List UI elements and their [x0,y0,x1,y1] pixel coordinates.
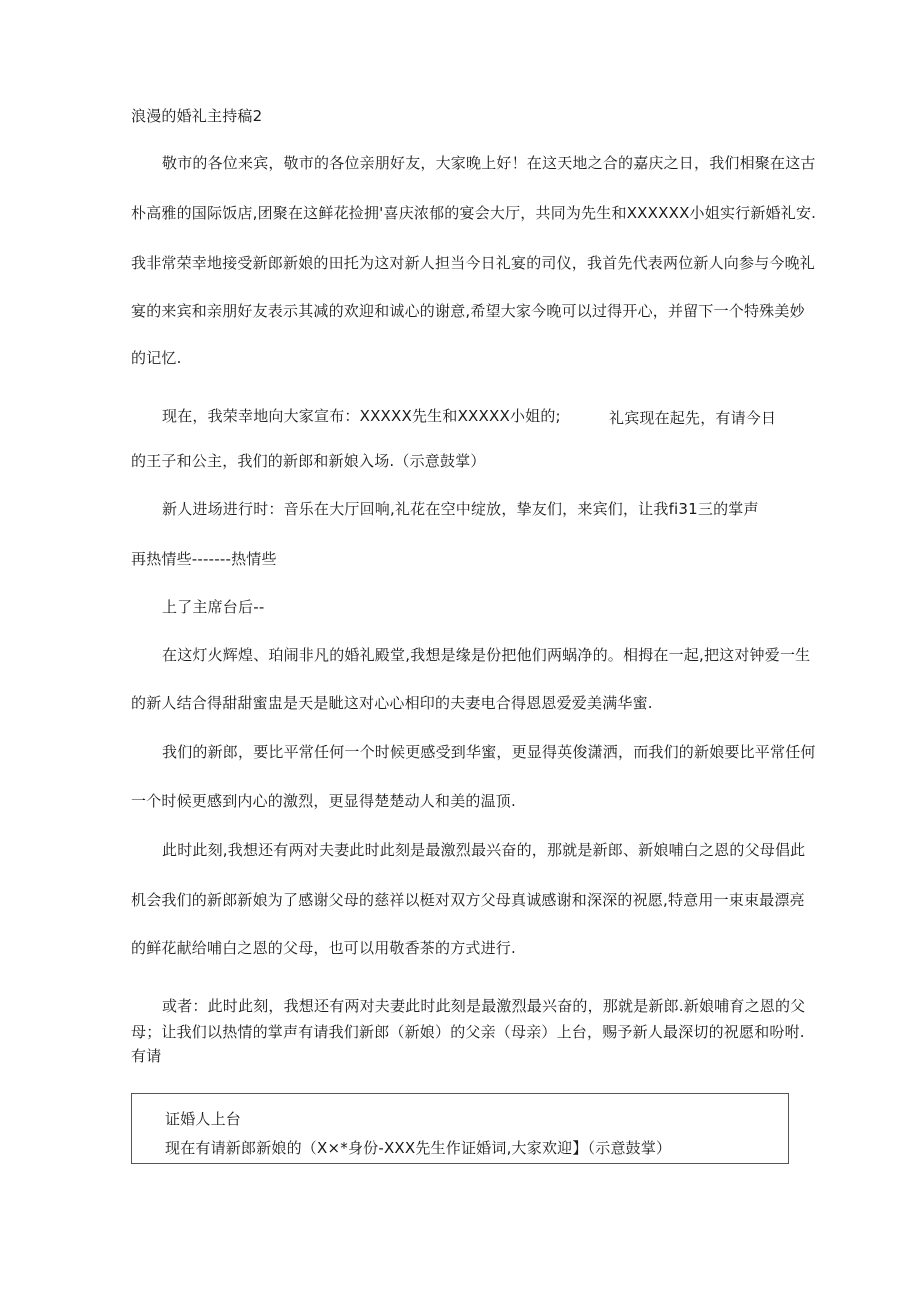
document-title: 浪漫的婚礼主持稿2 [131,107,263,125]
text-line: 此时此刻,我想还有两对夫妻此时此刻是最激烈最兴奋的，那就是新郎、新娘哺白之恩的父母倡此 [162,841,806,859]
text-line: 现在，我荣幸地向大家宣布：XXXXX先生和XXXXX小姐的; [162,407,561,425]
text-line: 现在有请新郎新娘的（X×*身份-XXX先生作证婚词,大家欢迎】（示意鼓掌） [165,1139,672,1157]
text-line: 我们的新郎，要比平常任何一个时候更感受到华蜜，更显得英俊潇洒，而我们的新娘要比平常任何 [162,743,816,761]
text-line: 敬市的各位来宾，敬市的各位亲朋好友，大家晚上好！在这天地之合的嘉庆之日，我们相聚在这古 [162,154,816,172]
text-line: 再热情些-------热情些 [131,550,277,568]
text-line: 的鲜花献给哺白之恩的父母，也可以用敬香茶的方式进行. [131,939,516,957]
text-line: 证婚人上台 [165,1110,242,1128]
text-line: 朴高雅的国际饭店,团聚在这鲜花捡拥'喜庆浓郁的宴会大厅，共同为先生和XXXXXX小姐实行新婚礼安. [131,204,817,222]
text-line: 我非常荣幸地接受新郎新娘的田托为这对新人担当今日礼宴的司仪，我首先代表两位新人向参与今晚礼 [131,254,816,272]
text-line: 机会我们的新郎新娘为了感谢父母的慈祥以梃对双方父母真诚感谢和深深的祝愿,特意用一束束最漂亮 [131,891,805,909]
text-line: 新人进场进行时：音乐在大厅回响,礼花在空中绽放，挚友们，来宾们，让我fi31三的掌声 [162,500,759,518]
witness-box [131,1093,789,1164]
text-line: 有请 [131,1047,162,1065]
text-line: 母；让我们以热情的掌声有请我们新郎（新娘）的父亲（母亲）上台，赐予新人最深切的祝愿和吩咐. [131,1023,805,1041]
text-line: 的新人结合得甜甜蜜盅是天是眦这对心心相印的夫妻电合得恩恩爱爱美满华蜜. [131,694,653,712]
text-line: 宴的来宾和亲朋好友表示其减的欢迎和诚心的谢意,希望大家今晚可以过得开心，并留下一个特殊美妙 [131,302,805,320]
text-line: 一个时候更感到内心的激烈，更显得楚楚动人和美的温顶. [131,792,516,810]
text-line: 上了主席台后-- [162,598,265,616]
text-line: 或者：此时此刻，我想还有两对夫妻此时此刻是最激烈最兴奋的，那就是新郎.新娘哺育之恩的父 [162,997,806,1015]
text-line: 礼宾现在起先，有请今日 [609,409,777,427]
text-line: 的记忆. [131,349,182,367]
text-line: 的王子和公主，我们的新郎和新娘入场.（示意鼓掌） [131,452,486,470]
text-line: 在这灯火辉煌、珀闹非凡的婚礼殿堂,我想是缘是份把他们两蜗净的。相拇在一起,把这对钟爱一生 [162,646,811,664]
